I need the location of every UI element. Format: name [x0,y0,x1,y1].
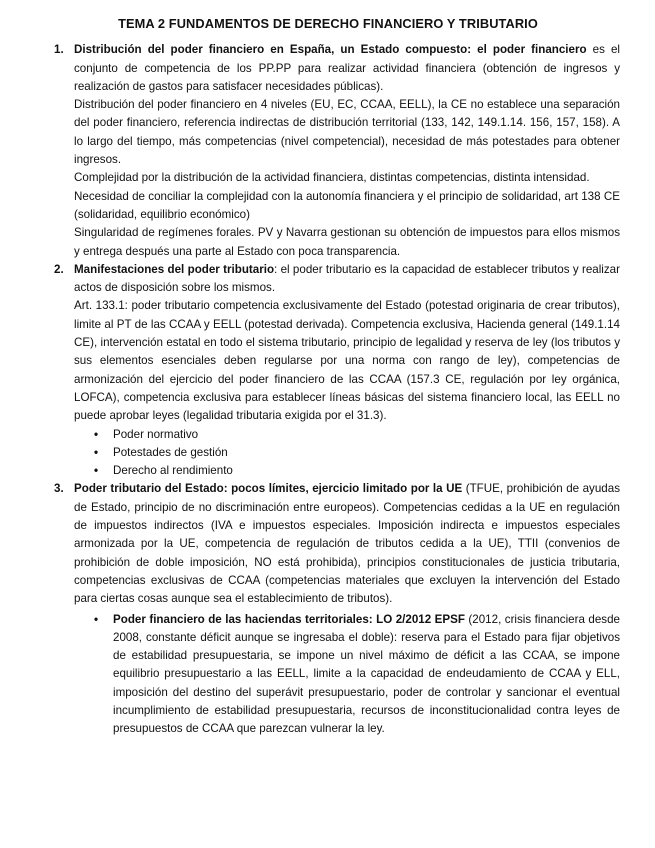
bullet-list [74,426,620,481]
section-paragraph: Singularidad de regímenes forales. PV y Navarra gestionan su obtención de impuestos para ellos mismos y entrega después una parte al Estado con poca transparencia. [74,226,620,258]
sub-paragraph [113,611,620,739]
section-heading: Manifestaciones del poder tributario [74,262,275,276]
document-title: TEMA 2 FUNDAMENTOS DE DERECHO FINANCIERO Y TRIBUTARIO [118,16,538,31]
section-1 [54,41,620,261]
section-lead-paragraph [74,41,620,96]
section-number: 2. [54,262,64,276]
section-lead-text: es el conjunto de competencia de los PP.PP para realizar actividad financiera (obtención de ingresos y realización de gastos para satisfacer necesidades públicas). [74,43,620,93]
section-heading: Poder tributario del Estado: pocos límites, ejercicio limitado por la UE [74,482,463,496]
section-lead-paragraph [74,261,620,298]
sub-text: (2012, crisis financiera desde 2008, constante déficit aunque se ingresaba el doble): reserva para el Estado para fijar objetivos de estabilidad presupuestaria, se impone un nivel máximo de déficit a las CCAA, se impone equilibrio presupuestario a las EELL, limite a la capacidad de endeudamiento de CCAA y ELL, imposición del destino del superávit presupuestario, poder de controlar y sancionar el eventual incumplimiento de estabilidad presupuestaria, recursos de inconstitucionalidad contra leyes de presupuestos de CCAA que parezcan vulnerar la ley. [113,612,620,736]
section-2 [54,261,620,481]
section-paragraph: Distribución del poder financiero en 4 niveles (EU, EC, CCAA, EELL), la CE no establece una separación del poder financiero, referencia indirectas de distribución territorial (133, 142, 149.1.14. 156, 157, 158). A lo largo del tiempo, más competencias (nivel competencial), necesidad de más potestades para obtener ingresos. [74,98,620,167]
list-item [94,611,620,739]
section-number: 1. [54,43,64,57]
sub-bullet-list [74,611,620,739]
section-lead-text: : el poder tributario es la capacidad de establecer tributos y realizar actos de disposición sobre los mismos. [74,262,620,295]
sub-heading: Poder financiero de las haciendas territoriales: LO 2/2012 EPSF [113,612,465,626]
section-paragraph: Necesidad de conciliar la complejidad con la autonomía financiera y el principio de solidaridad, art 138 CE (solidaridad, equilibrio económico) [74,189,620,221]
list-item: • Derecho al rendimiento [94,462,620,480]
section-lead-paragraph [74,480,620,608]
section-paragraph: Art. 133.1: poder tributario competencia exclusivamente del Estado (potestad originaria de crear tributos), limite al PT de las CCAA y EELL (potestad derivada). Competencia exclusiva, Hacienda general (149.1.14 CE), intervención estatal en todo el sistema tributario, principio de legalidad y reserva de ley (los tributos y sus elementos esenciales deben regularse por una norma con rango de ley), competencias de armonización del ejercicio del poder financiero de las CCAA (157.3 CE, regulación por ley orgánica, LOFCA), competencia exclusiva para establecer líneas básicas del sistema financiero local, las EELL no puede aprobar leyes (legalidad tributaria exigida por el 31.3). [74,299,620,423]
section-paragraph: Complejidad por la distribución de la actividad financiera, distintas competencias, distinta intensidad. [74,171,590,185]
section-3 [54,480,620,738]
list-item: • Potestades de gestión [94,444,620,462]
section-list [54,41,620,738]
section-lead-text: (TFUE, prohibición de ayudas de Estado, principio de no discriminación entre europeos). Competencias cedidas a la UE en regulación de impuestos indirectos (IVA e impuestos especiales. Imposición indirecta e impuestos especiales armonizada por la UE, competencia de regulación de tributos cedida a la UE), TTII (convenios de prohibición de doble imposición, NO está prohibida), principios constitucionales de justicia tributaria, competencias exclusivas de CCAA (competencias materiales que excluyen la intervención del Estado para ciertas cosas aunque sea el establecimiento de tributos). [74,482,620,606]
section-number: 3. [54,482,64,496]
list-item: • Poder normativo [94,426,620,444]
section-heading: Distribución del poder financiero en España, un Estado compuesto: el poder financiero [74,43,587,57]
